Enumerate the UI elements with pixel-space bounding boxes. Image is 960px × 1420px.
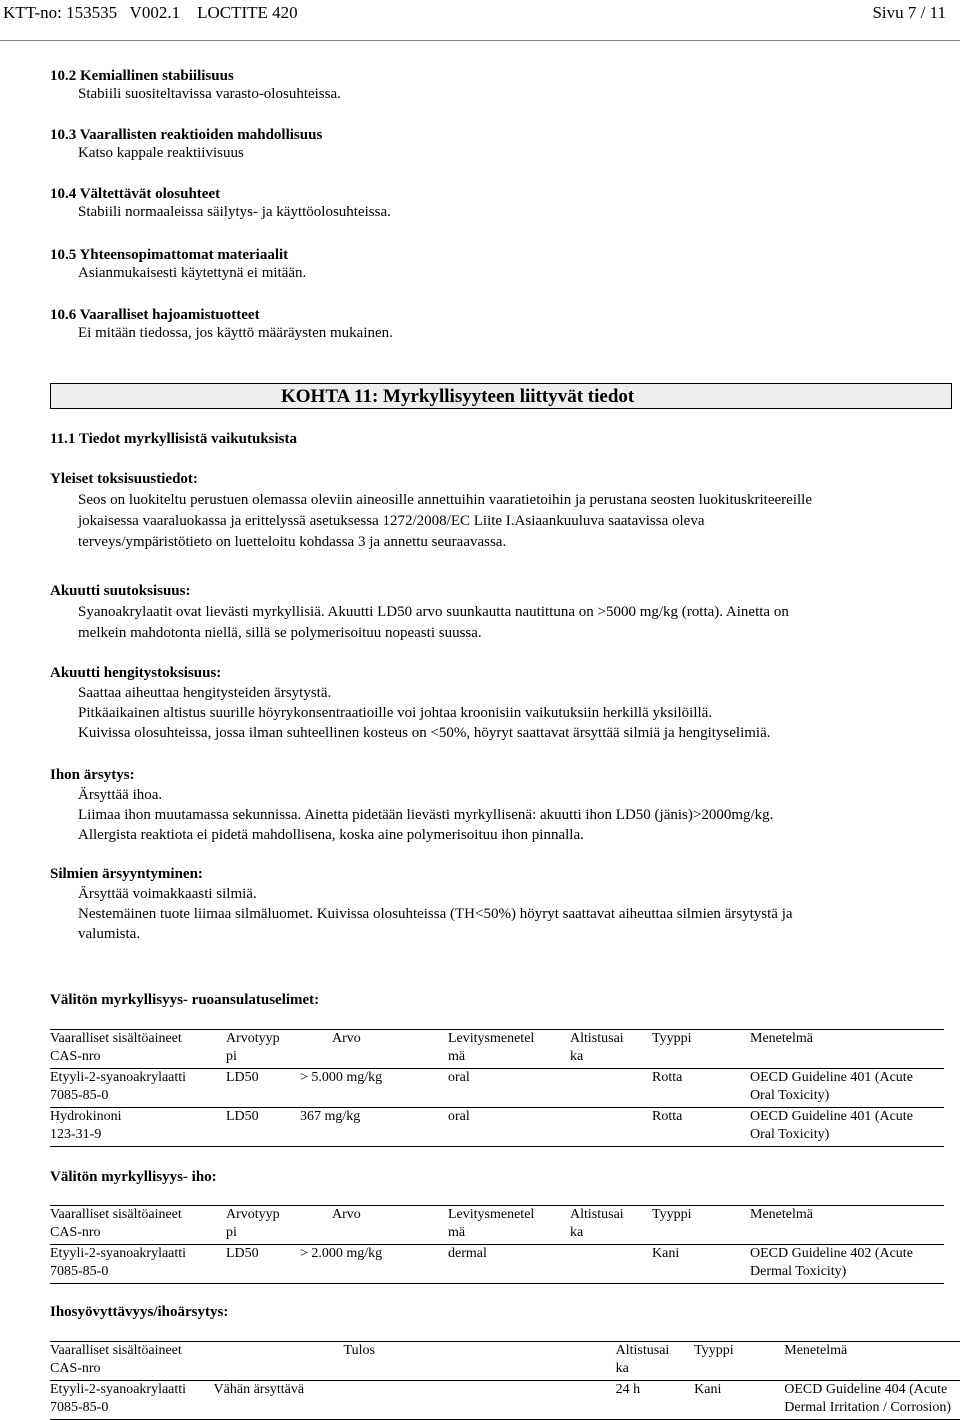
general-toxicity bbox=[50, 470, 950, 551]
cell: oral bbox=[448, 1109, 470, 1124]
cell: LD50 bbox=[226, 1246, 259, 1261]
table2-heading: Välitön myrkyllisyys- iho: bbox=[50, 1169, 217, 1185]
skin-line: Ärsyttää ihoa. bbox=[78, 787, 163, 803]
cell: dermal bbox=[448, 1246, 487, 1261]
section-10-3 bbox=[50, 126, 940, 162]
cell: OECD Guideline 401 (Acute Oral Toxicity) bbox=[750, 1109, 913, 1142]
cell bbox=[570, 1069, 652, 1108]
col-header: Menetelmä bbox=[750, 1030, 944, 1069]
col-header: Levitysmenetel mä bbox=[448, 1206, 570, 1245]
table2-title bbox=[50, 1168, 950, 1186]
subsection-heading: 11.1 Tiedot myrkyllisistä vaikutuksista bbox=[50, 431, 298, 447]
section-10-5 bbox=[50, 246, 940, 282]
subsection-11-1 bbox=[50, 430, 950, 448]
general-heading: Yleiset toksisuustiedot: bbox=[50, 471, 198, 487]
cell bbox=[570, 1108, 652, 1147]
table-row bbox=[50, 1245, 944, 1284]
eye-heading: Silmien ärsyyntyminen: bbox=[50, 866, 203, 882]
eye-line: valumista. bbox=[78, 926, 141, 942]
page-header bbox=[0, 0, 960, 30]
section-10-2 bbox=[50, 67, 940, 103]
section-heading: 10.3 Vaarallisten reaktioiden mahdollisuus bbox=[50, 127, 323, 143]
col-header: Altistusai ka bbox=[616, 1342, 694, 1381]
page-number: Sivu 7 / 11 bbox=[872, 3, 946, 22]
skin-heading: Ihon ärsytys: bbox=[50, 767, 135, 783]
cell: 24 h bbox=[615, 1382, 641, 1397]
section-10-4 bbox=[50, 185, 940, 221]
cell: Vähän ärsyttävä bbox=[213, 1382, 305, 1397]
general-line: jokaisessa vaaraluokassa ja erittelyssä asetuksessa 1272/2008/EC Liite I.Asiaankuuluva saatavissa oleva bbox=[78, 513, 705, 529]
eye-irritation bbox=[50, 865, 950, 943]
cell: Etyyli-2-syanoakrylaatti 7085-85-0 bbox=[50, 1246, 187, 1279]
cell: OECD Guideline 402 (Acute Dermal Toxicity) bbox=[750, 1246, 913, 1279]
col-header: Arvo bbox=[300, 1206, 448, 1245]
banner-title: KOHTA 11: Myrkyllisyyteen liittyvät tiedot bbox=[281, 386, 635, 407]
skin-line: Liimaa ihon muutamassa sekunnissa. Ainetta pidetään lievästi myrkyllisenä: akuutti ihon LD50 (jänis)>2000mg/kg. bbox=[78, 807, 774, 823]
col-header: Vaaralliset sisältöaineet CAS-nro bbox=[50, 1342, 214, 1381]
col-header: Vaaralliset sisältöaineet CAS-nro bbox=[50, 1206, 226, 1245]
dermal-toxicity-table bbox=[50, 1205, 944, 1284]
oral-line: Syanoakrylaatit ovat lievästi myrkyllisiä. Akuutti LD50 arvo suunkautta nautittuna on >5000 mg/kg (rotta). Ainetta on bbox=[78, 604, 789, 620]
table-row bbox=[50, 1069, 944, 1108]
section-11-banner bbox=[50, 383, 952, 409]
col-header: Levitysmenetel mä bbox=[448, 1030, 570, 1069]
cell: oral bbox=[448, 1070, 470, 1085]
cell: LD50 bbox=[226, 1070, 259, 1085]
table3-heading: Ihosyövyttävyys/ihoärsytys: bbox=[50, 1304, 229, 1320]
inhalation-line: Kuivissa olosuhteissa, jossa ilman suhteellinen kosteus on <50%, höyryt saattavat ärsyttää silmiä ja hengityselimiä. bbox=[78, 725, 771, 741]
general-line: terveys/ympäristötieto on luetteloitu kohdassa 3 ja annettu seuraavassa. bbox=[78, 534, 507, 550]
table3-title bbox=[50, 1303, 950, 1321]
col-header: Tyyppi bbox=[652, 1206, 750, 1245]
oral-toxicity bbox=[50, 582, 950, 642]
section-10-6 bbox=[50, 306, 940, 342]
col-header: Altistusai ka bbox=[570, 1206, 652, 1245]
oral-line: melkein mahdotonta niellä, sillä se polymerisoituu nopeasti suussa. bbox=[78, 625, 482, 641]
cell: Rotta bbox=[652, 1070, 683, 1085]
col-header: Vaaralliset sisältöaineet CAS-nro bbox=[50, 1030, 226, 1069]
general-line: Seos on luokiteltu perustuen olemassa oleviin aineosille annettuihin vaaratietoihin ja perustana seosten luokituskriteereille bbox=[78, 492, 812, 508]
col-header: Menetelmä bbox=[784, 1342, 960, 1381]
section-body: Katso kappale reaktiivisuus bbox=[78, 145, 244, 161]
cell: Etyyli-2-syanoakrylaatti 7085-85-0 bbox=[50, 1382, 187, 1415]
section-heading: 10.2 Kemiallinen stabiilisuus bbox=[50, 68, 234, 84]
table-row bbox=[50, 1108, 944, 1147]
oral-heading: Akuutti suutoksisuus: bbox=[50, 583, 191, 599]
eye-line: Nestemäinen tuote liimaa silmäluomet. Kuivissa olosuhteissa (TH<50%) höyryt saattavat aiheuttaa silmien ärsytystä ja bbox=[78, 906, 793, 922]
col-header: Arvotyyp pi bbox=[226, 1030, 300, 1069]
document-id: KTT-no: 153535 V002.1 LOCTITE 420 bbox=[3, 3, 298, 22]
header-divider bbox=[0, 40, 960, 41]
section-body: Stabiili normaaleissa säilytys- ja käyttöolosuhteissa. bbox=[78, 204, 391, 220]
eye-line: Ärsyttää voimakkaasti silmiä. bbox=[78, 886, 257, 902]
col-header: Arvo bbox=[300, 1030, 448, 1069]
cell: OECD Guideline 404 (Acute Dermal Irritation / Corrosion) bbox=[784, 1382, 952, 1415]
cell: > 5.000 mg/kg bbox=[300, 1070, 383, 1085]
section-body: Ei mitään tiedossa, jos käyttö määräysten mukainen. bbox=[78, 325, 393, 341]
table1-title bbox=[50, 991, 950, 1009]
section-heading: 10.5 Yhteensopimattomat materiaalit bbox=[50, 247, 289, 263]
section-heading: 10.6 Vaaralliset hajoamistuotteet bbox=[50, 307, 260, 323]
table1-heading: Välitön myrkyllisyys- ruoansulatuselimet: bbox=[50, 992, 320, 1008]
cell: Etyyli-2-syanoakrylaatti 7085-85-0 bbox=[50, 1070, 187, 1103]
cell: Kani bbox=[694, 1382, 722, 1397]
oral-toxicity-table bbox=[50, 1029, 944, 1147]
cell: LD50 bbox=[226, 1109, 259, 1124]
cell: Hydrokinoni 123-31-9 bbox=[50, 1109, 122, 1142]
col-header: Menetelmä bbox=[750, 1206, 944, 1245]
col-header: Altistusai ka bbox=[570, 1030, 652, 1069]
section-body: Asianmukaisesti käytettynä ei mitään. bbox=[78, 265, 307, 281]
inhalation-line: Saattaa aiheuttaa hengitysteiden ärsytystä. bbox=[78, 685, 332, 701]
section-body: Stabiili suositeltavissa varasto-olosuhteissa. bbox=[78, 86, 341, 102]
section-heading: 10.4 Vältettävät olosuhteet bbox=[50, 186, 221, 202]
cell: Rotta bbox=[652, 1109, 683, 1124]
cell: OECD Guideline 401 (Acute Oral Toxicity) bbox=[750, 1070, 913, 1103]
skin-line: Allergista reaktiota ei pidetä mahdollisena, koska aine polymerisoituu ihon pinnalla. bbox=[78, 827, 584, 843]
inhalation-line: Pitkäaikainen altistus suurille höyrykonsentraatioille voi johtaa kroonisiin vaikutuksiin herkillä yksilöillä. bbox=[78, 705, 713, 721]
inhalation-heading: Akuutti hengitystoksisuus: bbox=[50, 665, 222, 681]
skin-irritation bbox=[50, 766, 950, 844]
cell: > 2.000 mg/kg bbox=[300, 1246, 383, 1261]
col-header: Tyyppi bbox=[694, 1342, 784, 1381]
cell bbox=[570, 1245, 652, 1284]
col-header: Arvotyyp pi bbox=[226, 1206, 300, 1245]
skin-irritation-table bbox=[50, 1341, 960, 1420]
inhalation-toxicity bbox=[50, 664, 950, 742]
col-header: Tyyppi bbox=[652, 1030, 750, 1069]
col-header: Tulos bbox=[214, 1342, 616, 1381]
table-row bbox=[50, 1381, 960, 1420]
cell: Kani bbox=[652, 1246, 680, 1261]
cell: 367 mg/kg bbox=[300, 1109, 361, 1124]
